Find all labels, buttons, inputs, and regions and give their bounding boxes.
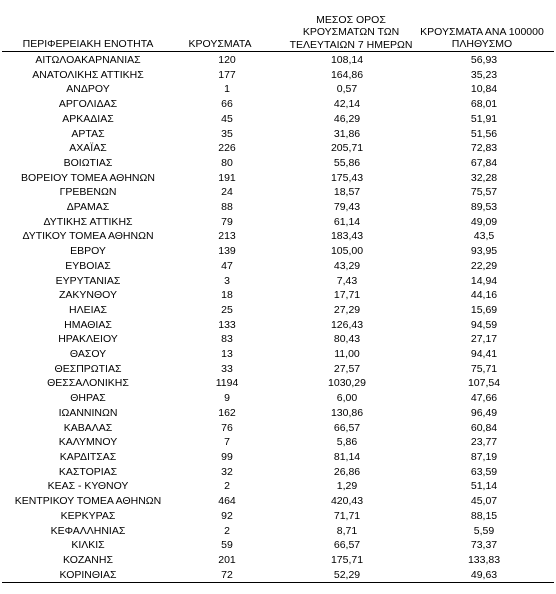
cases-cell: 177 xyxy=(218,68,236,81)
header-avg-line: ΤΕΛΕΥΤΑΙΩΝ 7 ΗΜΕΡΩΝ xyxy=(289,38,413,51)
avg-7d-cell: 175,43 xyxy=(330,171,364,184)
per-100k-cell: 75,57 xyxy=(470,186,498,199)
region-cell: ΘΕΣΠΡΩΤΙΑΣ xyxy=(54,362,122,375)
cases-cell: 66 xyxy=(221,98,233,111)
per-100k-cell: 51,14 xyxy=(470,480,498,493)
table-row xyxy=(2,288,554,303)
per-100k-cell: 23,77 xyxy=(470,436,498,449)
avg-7d-cell: 52,29 xyxy=(333,568,361,581)
avg-7d-cell: 0,57 xyxy=(336,83,358,96)
table-row xyxy=(2,538,554,553)
per-100k-cell: 89,53 xyxy=(470,201,498,214)
region-cell: ΑΧΑΪΑΣ xyxy=(69,142,107,155)
cases-cell: 80 xyxy=(221,156,233,169)
avg-7d-cell: 80,43 xyxy=(333,333,361,346)
cases-cell: 1 xyxy=(224,83,230,96)
cases-cell: 25 xyxy=(221,303,233,316)
region-cell: ΚΑΛΥΜΝΟΥ xyxy=(58,436,118,449)
per-100k-cell: 94,59 xyxy=(470,318,498,331)
table-row xyxy=(2,97,554,112)
table-row xyxy=(2,171,554,186)
cases-cell: 59 xyxy=(221,539,233,552)
table-row xyxy=(2,200,554,215)
table-row xyxy=(2,450,554,465)
cases-cell: 1194 xyxy=(215,377,239,390)
per-100k-cell: 45,07 xyxy=(470,495,498,508)
region-cell: ΗΡΑΚΛΕΙΟΥ xyxy=(58,333,118,346)
region-cell: ΚΑΒΑΛΑΣ xyxy=(63,421,113,434)
table-row xyxy=(2,53,554,68)
per-100k-cell: 73,37 xyxy=(470,539,498,552)
per-100k-cell: 93,95 xyxy=(470,245,498,258)
cases-cell: 7 xyxy=(224,436,230,449)
table-row xyxy=(2,479,554,494)
header-avg-7d xyxy=(282,14,420,51)
region-cell: ΒΟΙΩΤΙΑΣ xyxy=(63,156,113,169)
table-row xyxy=(2,509,554,524)
cases-cell: 2 xyxy=(224,524,230,537)
per-100k-cell: 107,54 xyxy=(467,377,501,390)
region-cell: ΓΡΕΒΕΝΩΝ xyxy=(59,186,117,199)
region-cell: ΑΙΤΩΛΟΑΚΑΡΝΑΝΙΑΣ xyxy=(35,54,141,66)
avg-7d-cell: 31,86 xyxy=(333,127,361,140)
table-row xyxy=(2,185,554,200)
region-cell: ΚΑΣΤΟΡΙΑΣ xyxy=(58,465,118,478)
header-per-line: ΚΡΟΥΣΜΑΤΑ ΑΝΑ 100000 xyxy=(420,26,544,38)
header-region: ΠΕΡΙΦΕΡΕΙΑΚΗ ΕΝΟΤΗΤΑ xyxy=(22,38,154,50)
cases-cell: 139 xyxy=(218,245,236,258)
table-row xyxy=(2,127,554,142)
per-100k-cell: 15,69 xyxy=(470,303,498,316)
cases-cell: 83 xyxy=(221,333,233,346)
header-per-line: ΠΛΗΘΥΣΜΟ xyxy=(451,38,513,51)
cases-cell: 226 xyxy=(218,142,236,155)
table-row xyxy=(2,82,554,97)
region-cell: ΑΡΤΑΣ xyxy=(71,127,105,140)
avg-7d-cell: 420,43 xyxy=(330,495,364,508)
cases-cell: 35 xyxy=(221,127,233,140)
avg-7d-cell: 27,29 xyxy=(333,303,361,316)
per-100k-cell: 63,59 xyxy=(470,465,498,478)
avg-7d-cell: 17,71 xyxy=(333,289,361,302)
per-100k-cell: 75,71 xyxy=(470,362,498,375)
per-100k-cell: 44,16 xyxy=(470,289,498,302)
avg-7d-cell: 71,71 xyxy=(333,509,361,522)
header-cases: ΚΡΟΥΣΜΑΤΑ xyxy=(188,38,252,50)
cases-table xyxy=(2,53,554,582)
cases-cell: 191 xyxy=(218,171,236,184)
cases-cell: 9 xyxy=(224,392,230,405)
region-cell: ΕΥΒΟΙΑΣ xyxy=(65,259,111,272)
cases-cell: 88 xyxy=(221,201,233,214)
cases-cell: 99 xyxy=(221,450,233,463)
table-row xyxy=(2,303,554,318)
cases-cell: 45 xyxy=(221,112,233,125)
per-100k-cell: 51,91 xyxy=(470,112,498,125)
cases-cell: 76 xyxy=(221,421,233,434)
table-row xyxy=(2,244,554,259)
per-100k-cell: 27,17 xyxy=(470,333,498,346)
avg-7d-cell: 175,71 xyxy=(330,553,364,566)
avg-7d-cell: 183,43 xyxy=(330,230,364,243)
header-avg-line: ΚΡΟΥΣΜΑΤΩΝ ΤΩΝ xyxy=(302,26,400,39)
region-cell: ΕΒΡΟΥ xyxy=(70,245,106,258)
footer-rule xyxy=(2,582,554,583)
per-100k-cell: 67,84 xyxy=(470,156,498,169)
cases-cell: 120 xyxy=(218,54,236,66)
region-cell: ΖΑΚΥΝΘΟΥ xyxy=(58,289,117,302)
per-100k-cell: 56,93 xyxy=(470,54,498,66)
region-cell: ΚΑΡΔΙΤΣΑΣ xyxy=(59,450,117,463)
cases-cell: 213 xyxy=(218,230,236,243)
avg-7d-cell: 126,43 xyxy=(330,318,364,331)
avg-7d-cell: 1,29 xyxy=(336,480,358,493)
table-row xyxy=(2,494,554,509)
table-row xyxy=(2,274,554,289)
region-cell: ΚΕΡΚΥΡΑΣ xyxy=(60,509,116,522)
cases-cell: 13 xyxy=(221,348,233,361)
per-100k-cell: 60,84 xyxy=(470,421,498,434)
cases-cell: 79 xyxy=(221,215,233,228)
avg-7d-cell: 7,43 xyxy=(336,274,358,287)
region-cell: ΚΟΡΙΝΘΙΑΣ xyxy=(59,568,117,581)
table-row xyxy=(2,112,554,127)
avg-7d-cell: 205,71 xyxy=(330,142,364,155)
per-100k-cell: 51,56 xyxy=(470,127,498,140)
table-row xyxy=(2,376,554,391)
avg-7d-cell: 105,00 xyxy=(330,245,364,258)
region-cell: ΘΗΡΑΣ xyxy=(70,392,106,405)
cases-cell: 92 xyxy=(221,509,233,522)
table-row xyxy=(2,406,554,421)
avg-7d-cell: 43,29 xyxy=(333,259,361,272)
table-row xyxy=(2,362,554,377)
cases-cell: 162 xyxy=(218,406,236,419)
per-100k-cell: 49,63 xyxy=(470,568,498,581)
region-cell: ΚΟΖΑΝΗΣ xyxy=(63,553,113,566)
table-row xyxy=(2,553,554,568)
region-cell: ΗΛΕΙΑΣ xyxy=(68,303,107,316)
cases-cell: 32 xyxy=(221,465,233,478)
region-cell: ΕΥΡΥΤΑΝΙΑΣ xyxy=(55,274,121,287)
table-row xyxy=(2,568,554,583)
table-row xyxy=(2,524,554,539)
per-100k-cell: 94,41 xyxy=(470,348,498,361)
table-row xyxy=(2,435,554,450)
table-row xyxy=(2,156,554,171)
cases-cell: 464 xyxy=(218,495,236,508)
cases-cell: 72 xyxy=(221,568,233,581)
avg-7d-cell: 5,86 xyxy=(336,436,358,449)
avg-7d-cell: 66,57 xyxy=(333,421,361,434)
avg-7d-cell: 79,43 xyxy=(333,201,361,214)
cases-cell: 18 xyxy=(221,289,233,302)
table-row xyxy=(2,465,554,480)
region-cell: ΒΟΡΕΙΟΥ ΤΟΜΕΑ ΑΘΗΝΩΝ xyxy=(21,171,155,184)
per-100k-cell: 14,94 xyxy=(470,274,498,287)
avg-7d-cell: 55,86 xyxy=(333,156,361,169)
per-100k-cell: 43,5 xyxy=(473,230,495,243)
per-100k-cell: 32,28 xyxy=(470,171,498,184)
table-row xyxy=(2,421,554,436)
cases-cell: 47 xyxy=(221,259,233,272)
avg-7d-cell: 27,57 xyxy=(333,362,361,375)
per-100k-cell: 5,59 xyxy=(473,524,495,537)
header-avg-line: ΜΕΣΟΣ ΟΡΟΣ xyxy=(316,14,386,26)
region-cell: ΘΕΣΣΑΛΟΝΙΚΗΣ xyxy=(47,377,129,390)
table-row xyxy=(2,391,554,406)
per-100k-cell: 68,01 xyxy=(470,98,498,111)
avg-7d-cell: 130,86 xyxy=(330,406,364,419)
avg-7d-cell: 164,86 xyxy=(330,68,364,81)
cases-cell: 201 xyxy=(218,553,236,566)
per-100k-cell: 133,83 xyxy=(467,553,501,566)
per-100k-cell: 49,09 xyxy=(470,215,498,228)
per-100k-cell: 22,29 xyxy=(470,259,498,272)
header-per-100k xyxy=(412,26,552,51)
avg-7d-cell: 108,14 xyxy=(330,54,364,66)
cases-cell: 2 xyxy=(224,480,230,493)
avg-7d-cell: 6,00 xyxy=(336,392,358,405)
region-cell: ΑΝΔΡΟΥ xyxy=(66,83,110,96)
per-100k-cell: 88,15 xyxy=(470,509,498,522)
avg-7d-cell: 1030,29 xyxy=(328,377,366,390)
table-row xyxy=(2,347,554,362)
region-cell: ΔΥΤΙΚΗΣ ΑΤΤΙΚΗΣ xyxy=(43,215,133,228)
cases-cell: 33 xyxy=(221,362,233,375)
table-row xyxy=(2,229,554,244)
table-row xyxy=(2,68,554,83)
table-row xyxy=(2,215,554,230)
cases-cell: 133 xyxy=(218,318,236,331)
cases-cell: 3 xyxy=(224,274,230,287)
region-cell: ΘΑΣΟΥ xyxy=(69,348,107,361)
per-100k-cell: 96,49 xyxy=(470,406,498,419)
table-row xyxy=(2,259,554,274)
region-cell: ΚΙΛΚΙΣ xyxy=(71,539,105,552)
region-cell: ΑΡΚΑΔΙΑΣ xyxy=(62,112,114,125)
per-100k-cell: 35,23 xyxy=(470,68,498,81)
avg-7d-cell: 61,14 xyxy=(333,215,361,228)
per-100k-cell: 10,84 xyxy=(470,83,498,96)
header-rule xyxy=(2,51,554,52)
table-row xyxy=(2,332,554,347)
table-row xyxy=(2,141,554,156)
region-cell: ΚΕΑΣ - ΚΥΘΝΟΥ xyxy=(47,480,129,493)
region-cell: ΑΝΑΤΟΛΙΚΗΣ ΑΤΤΙΚΗΣ xyxy=(32,68,144,81)
avg-7d-cell: 18,57 xyxy=(333,186,361,199)
per-100k-cell: 87,19 xyxy=(470,450,498,463)
avg-7d-cell: 8,71 xyxy=(336,524,358,537)
avg-7d-cell: 11,00 xyxy=(334,348,360,361)
table-row xyxy=(2,318,554,333)
region-cell: ΔΡΑΜΑΣ xyxy=(66,201,110,214)
cases-cell: 24 xyxy=(221,186,233,199)
region-cell: ΔΥΤΙΚΟΥ ΤΟΜΕΑ ΑΘΗΝΩΝ xyxy=(22,230,154,243)
avg-7d-cell: 66,57 xyxy=(333,539,361,552)
region-cell: ΑΡΓΟΛΙΔΑΣ xyxy=(58,98,118,111)
region-cell: ΚΕΦΑΛΛΗΝΙΑΣ xyxy=(50,524,126,537)
avg-7d-cell: 81,14 xyxy=(333,450,361,463)
avg-7d-cell: 42,14 xyxy=(333,98,361,111)
avg-7d-cell: 46,29 xyxy=(333,112,361,125)
avg-7d-cell: 26,86 xyxy=(333,465,361,478)
per-100k-cell: 72,83 xyxy=(470,142,498,155)
per-100k-cell: 47,66 xyxy=(470,392,498,405)
region-cell: ΗΜΑΘΙΑΣ xyxy=(64,318,112,331)
region-cell: ΚΕΝΤΡΙΚΟΥ ΤΟΜΕΑ ΑΘΗΝΩΝ xyxy=(14,495,162,508)
region-cell: ΙΩΑΝΝΙΝΩΝ xyxy=(58,406,118,419)
